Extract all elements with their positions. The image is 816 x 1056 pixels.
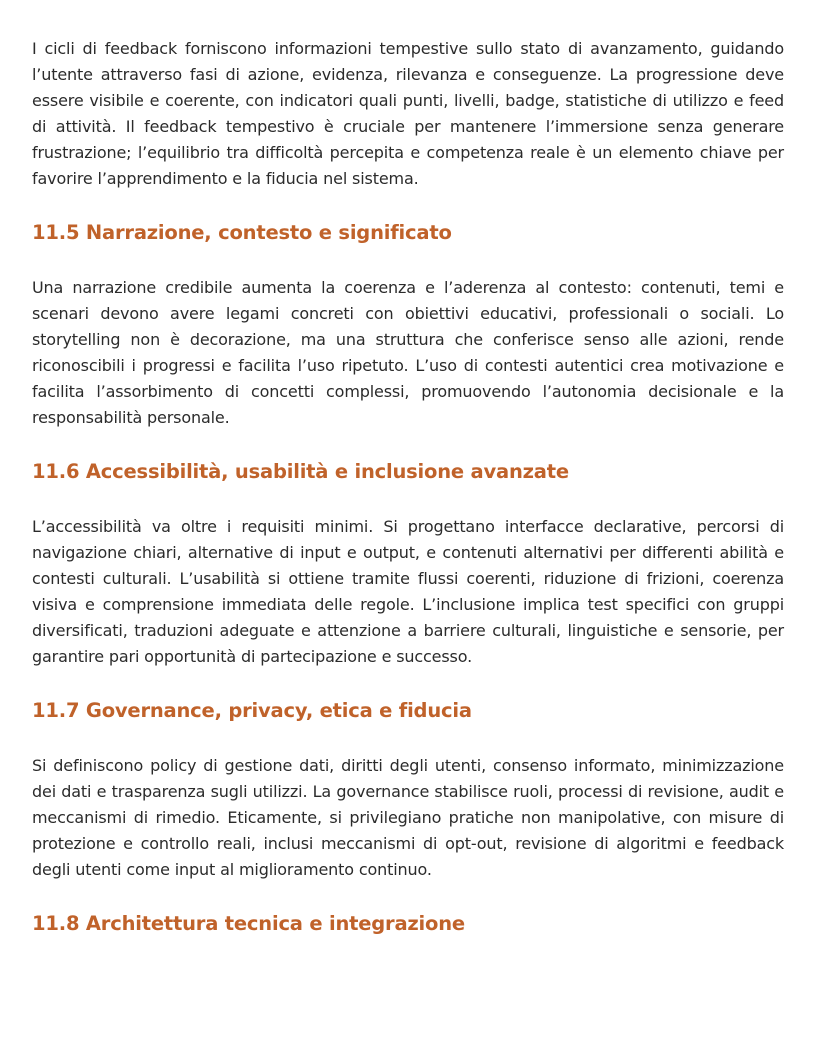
spacer (32, 192, 784, 220)
section-heading-11-8: 11.8 Architettura tecnica e integrazione (32, 912, 465, 935)
section-paragraph-11-7: Si definiscono policy di gestione dati, diritti degli utenti, consenso informato, minimizzazione dei dati e trasparenza sugli utilizzi. La governance stabilisce ruoli, processi di revisione, audit e meccanismi di rimedio. Eticamente, si privilegiano pratiche non manipolative, con misure di protezione e controllo reali, inclusi meccanismi di opt-out, revisione di algoritmi e feedback degli utenti come input al miglioramento continuo. (32, 756, 784, 879)
spacer (32, 883, 784, 911)
spacer (32, 485, 784, 514)
section-heading-11-7: 11.7 Governance, privacy, etica e fiducia (32, 699, 472, 722)
section-heading-11-5: 11.5 Narrazione, contesto e significato (32, 221, 452, 244)
intro-paragraph: I cicli di feedback forniscono informazioni tempestive sullo stato di avanzamento, guidando l’utente attraverso fasi di azione, evidenza, rilevanza e conseguenze. La progressione deve essere visibile e coerente, con indicatori quali punti, livelli, badge, statistiche di utilizzo e feed di attività. Il feedback tempestivo è cruciale per mantenere l’immersione senza generare frustrazione; l’equilibrio tra difficoltà percepita e competenza reale è un elemento chiave per favorire l’apprendimento e la fiducia nel sistema. (32, 39, 784, 188)
section-paragraph-11-6: L’accessibilità va oltre i requisiti minimi. Si progettano interfacce declarative, percorsi di navigazione chiari, alternative di input e output, e contenuti alternativi per differenti abilità e contesti culturali. L’usabilità si ottiene tramite flussi coerenti, riduzione di frizioni, coerenza visiva e comprensione immediata delle regole. L’inclusione implica test specifici con gruppi diversificati, traduzioni adeguate e attenzione a barriere culturali, linguistiche e sensorie, per garantire pari opportunità di partecipazione e successo. (32, 517, 784, 666)
spacer (32, 724, 784, 753)
spacer (32, 431, 784, 459)
section-paragraph-11-5: Una narrazione credibile aumenta la coerenza e l’aderenza al contesto: contenuti, temi e scenari devono avere legami concreti con obiettivi educativi, professionali o sociali. Lo storytelling non è decorazione, ma una struttura che conferisce senso alle azioni, rende riconoscibili i progressi e facilita l’uso ripetuto. L’uso di contesti autentici crea motivazione e facilita l’assorbimento di concetti complessi, promuovendo l’autonomia decisionale e la responsabilità personale. (32, 278, 784, 427)
spacer (32, 246, 784, 275)
document-page (32, 36, 784, 937)
section-heading-11-6: 11.6 Accessibilità, usabilità e inclusione avanzate (32, 460, 569, 483)
spacer (32, 670, 784, 698)
